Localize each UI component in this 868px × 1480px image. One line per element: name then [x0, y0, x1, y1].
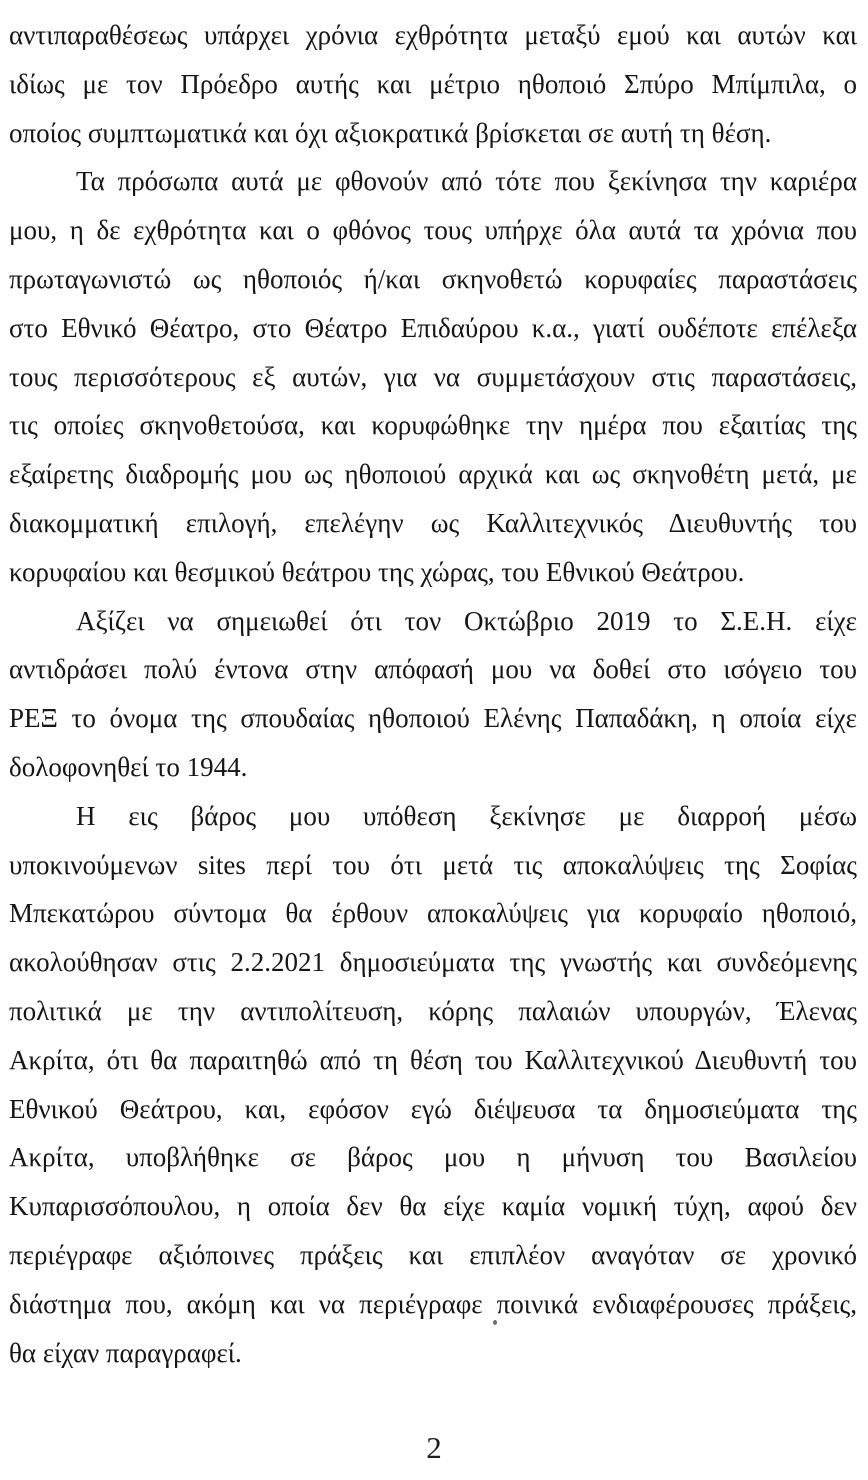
paragraph: [9, 792, 857, 1378]
text-line: κορυφαίου και θεσμικού θεάτρου της χώρας, του Εθνικού Θεάτρου.: [9, 556, 745, 587]
text-line: Κυπαρισσόπουλου, η οποία δεν θα είχε καμία νομική τύχη, αφού δεν: [9, 1191, 857, 1222]
text-line: πρωταγωνιστώ ως ηθοποιός ή/και σκηνοθετώ κορυφαίες παραστάσεις: [9, 263, 857, 294]
text-line: Αξίζει να σημειωθεί ότι τον Οκτώβριο 2019 το Σ.Ε.Η. είχε: [76, 605, 857, 636]
text-line: Ακρίτα, υποβλήθηκε σε βάρος μου η μήνυση του Βασιλείου: [9, 1142, 857, 1173]
text-line: εξαίρετης διαδρομής μου ως ηθοποιού αρχικά και ως σκηνοθέτη μετά, με: [9, 459, 857, 490]
page-number: 2: [426, 1430, 442, 1465]
text-line: υποκινούμενων sites περί του ότι μετά τις αποκαλύψεις της Σοφίας: [9, 849, 857, 880]
scan-artifact-dot: [493, 1320, 497, 1325]
text-line: Μπεκατώρου σύντομα θα έρθουν αποκαλύψεις για κορυφαίο ηθοποιό,: [9, 898, 857, 929]
text-line: μου, η δε εχθρότητα και ο φθόνος τους υπήρχε όλα αυτά τα χρόνια που: [9, 215, 857, 246]
text-line: διακομματική επιλογή, επελέγην ως Καλλιτεχνικός Διευθυντής του: [9, 507, 857, 538]
text-line: δολοφονηθεί το 1944.: [9, 751, 248, 782]
text-line: Η εις βάρος μου υπόθεση ξεκίνησε με διαρροή μέσω: [76, 800, 857, 831]
text-line: πολιτικά με την αντιπολίτευση, κόρης παλαιών υπουργών, Έλενας: [9, 995, 857, 1026]
text-line: ακολούθησαν στις 2.2.2021 δημοσιεύματα της γνωστής και συνδεόμενης: [9, 947, 857, 978]
text-line: ΡΕΞ το όνομα της σπουδαίας ηθοποιού Ελένης Παπαδάκη, η οποία είχε: [9, 703, 857, 734]
text-line: τις οποίες σκηνοθετούσα, και κορυφώθηκε την ημέρα που εξαιτίας της: [9, 410, 857, 441]
text-line: διάστημα που, ακόμη και να περιέγραφε ποινικά ενδιαφέρουσες πράξεις,: [9, 1288, 857, 1319]
text-line: οποίος συμπτωματικά και όχι αξιοκρατικά βρίσκεται σε αυτή τη θέση.: [9, 117, 772, 148]
paragraph: [9, 11, 857, 157]
text-line: ιδίως με τον Πρόεδρο αυτής και μέτριο ηθοποιό Σπύρο Μπίμπιλα, ο: [9, 68, 857, 99]
paragraph: [9, 597, 857, 792]
text-line: αντιπαραθέσεως υπάρχει χρόνια εχθρότητα μεταξύ εμού και αυτών και: [9, 20, 857, 50]
paragraph: [9, 157, 857, 596]
text-line: Ακρίτα, ότι θα παραιτηθώ από τη θέση του Καλλιτεχνικού Διευθυντή του: [9, 1044, 857, 1075]
text-line: θα είχαν παραγραφεί.: [9, 1337, 242, 1368]
text-line: τους περισσότερους εξ αυτών, για να συμμετάσχουν στις παραστάσεις,: [9, 361, 857, 392]
document-text: [9, 11, 857, 1377]
text-line: στο Εθνικό Θέατρο, στο Θέατρο Επιδαύρου κ.α., γιατί ουδέποτε επέλεξα: [9, 312, 857, 343]
text-line: αντιδράσει πολύ έντονα στην απόφασή μου να δοθεί στο ισόγειο του: [9, 654, 857, 685]
text-line: Τα πρόσωπα αυτά με φθονούν από τότε που ξεκίνησα την καριέρα: [76, 166, 857, 197]
text-line: Εθνικού Θεάτρου, και, εφόσον εγώ διέψευσα τα δημοσιεύματα της: [9, 1093, 857, 1124]
text-line: περιέγραφε αξιόποινες πράξεις και επιπλέον αναγόταν σε χρονικό: [9, 1239, 857, 1270]
